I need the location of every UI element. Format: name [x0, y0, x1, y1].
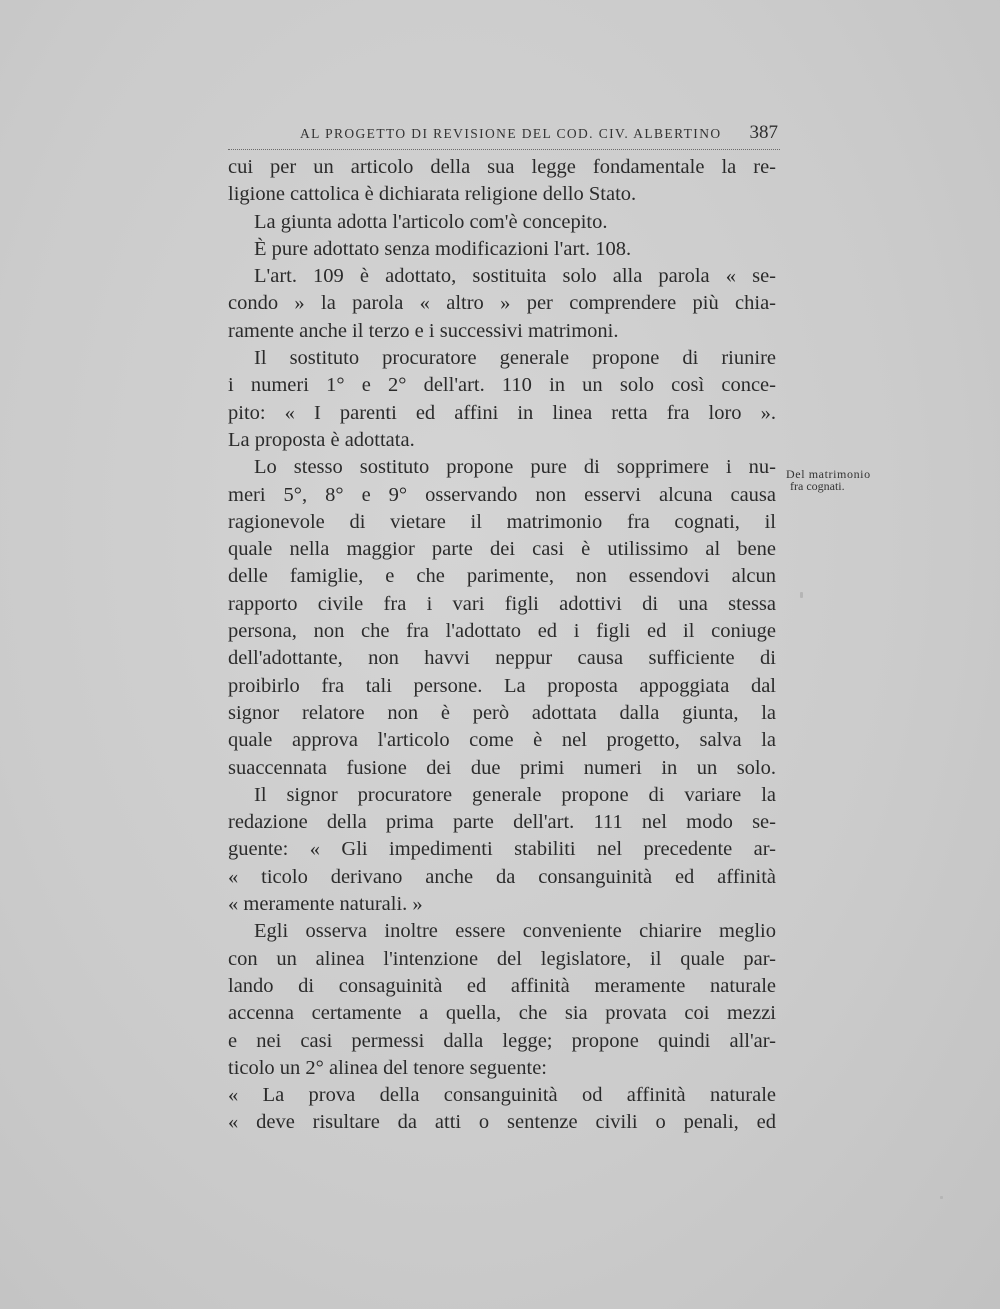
header-rule — [228, 149, 780, 150]
margin-note — [786, 468, 886, 492]
text-line: rapporto civile fra i vari figli adottivi di una stessa — [228, 592, 776, 615]
text-line: Il signor procuratore generale propone di variare la — [254, 783, 776, 806]
body-text — [228, 154, 776, 1137]
text-line: i numeri 1° e 2° dell'art. 110 in un solo così conce- — [228, 374, 776, 397]
running-title: AL PROGETTO DI REVISIONE DEL COD. CIV. ALBERTINO — [300, 126, 722, 141]
page-number: 387 — [749, 122, 778, 143]
text-line: redazione della prima parte dell'art. 111 nel modo se- — [228, 811, 776, 834]
text-line: ligione cattolica è dichiarata religione dello Stato. — [228, 183, 637, 206]
text-line: suaccennata fusione dei due primi numeri in un solo. — [228, 756, 776, 779]
text-line: ragionevole di vietare il matrimonio fra cognati, il — [228, 510, 776, 533]
text-line: ramente anche il terzo e i successivi matrimoni. — [228, 319, 619, 342]
text-line: accenna certamente a quella, che sia provata coi mezzi — [228, 1002, 776, 1025]
text-line: lando di consaguinità ed affinità meramente naturale — [228, 974, 776, 997]
text-line: proibirlo fra tali persone. La proposta appoggiata dal — [228, 674, 776, 697]
text-line: meri 5°, 8° e 9° osservando non esservi alcuna causa — [228, 483, 776, 506]
text-line: persona, non che fra l'adottato ed i figli ed il coniuge — [228, 620, 776, 643]
text-line: L'art. 109 è adottato, sostituita solo alla parola « se- — [254, 265, 776, 288]
text-line: delle famiglie, e che parimente, non essendovi alcun — [228, 565, 776, 588]
text-line: condo » la parola « altro » per comprendere più chia- — [228, 292, 776, 315]
text-line: guente: « Gli impedimenti stabiliti nel precedente ar- — [228, 838, 776, 861]
text-line: « deve risultare da atti o sentenze civili o penali, ed — [228, 1111, 776, 1134]
text-line: « La prova della consanguinità od affinità naturale — [228, 1084, 776, 1107]
text-line: ticolo un 2° alinea del tenore seguente: — [228, 1056, 548, 1079]
text-line: con un alinea l'intenzione del legislatore, il quale par- — [228, 947, 776, 970]
text-line: Lo stesso sostituto propone pure di sopprimere i nu- — [254, 456, 776, 479]
text-line: La giunta adotta l'articolo com'è concepito. — [254, 210, 608, 233]
text-line: È pure adottato senza modificazioni l'art. 108. — [254, 237, 632, 260]
text-line: Il sostituto procuratore generale propone di riunire — [254, 347, 776, 370]
text-line: pito: « I parenti ed affini in linea retta fra loro ». — [228, 401, 776, 424]
text-line: « meramente naturali. » — [228, 893, 423, 916]
margin-note-line: Del matrimonio — [786, 467, 871, 481]
text-line: quale approva l'articolo come è nel progetto, salva la — [228, 729, 776, 752]
page-header — [300, 122, 780, 148]
text-line: « ticolo derivano anche da consanguinità ed affinità — [228, 865, 776, 888]
text-line: Egli osserva inoltre essere conveniente chiarire meglio — [254, 920, 776, 943]
text-line: dell'adottante, non havvi neppur causa sufficiente di — [228, 647, 776, 670]
text-line: e nei casi permessi dalla legge; propone quindi all'ar- — [228, 1029, 776, 1052]
text-line: signor relatore non è però adottata dalla giunta, la — [228, 701, 776, 724]
margin-note-line: fra cognati. — [790, 479, 845, 493]
text-line: La proposta è adottata. — [228, 428, 415, 451]
paper-speck — [800, 592, 803, 598]
paper-speck — [940, 1196, 943, 1199]
text-line: quale nella maggior parte dei casi è utilissimo al bene — [228, 538, 776, 561]
text-line: cui per un articolo della sua legge fondamentale la re- — [228, 156, 776, 178]
